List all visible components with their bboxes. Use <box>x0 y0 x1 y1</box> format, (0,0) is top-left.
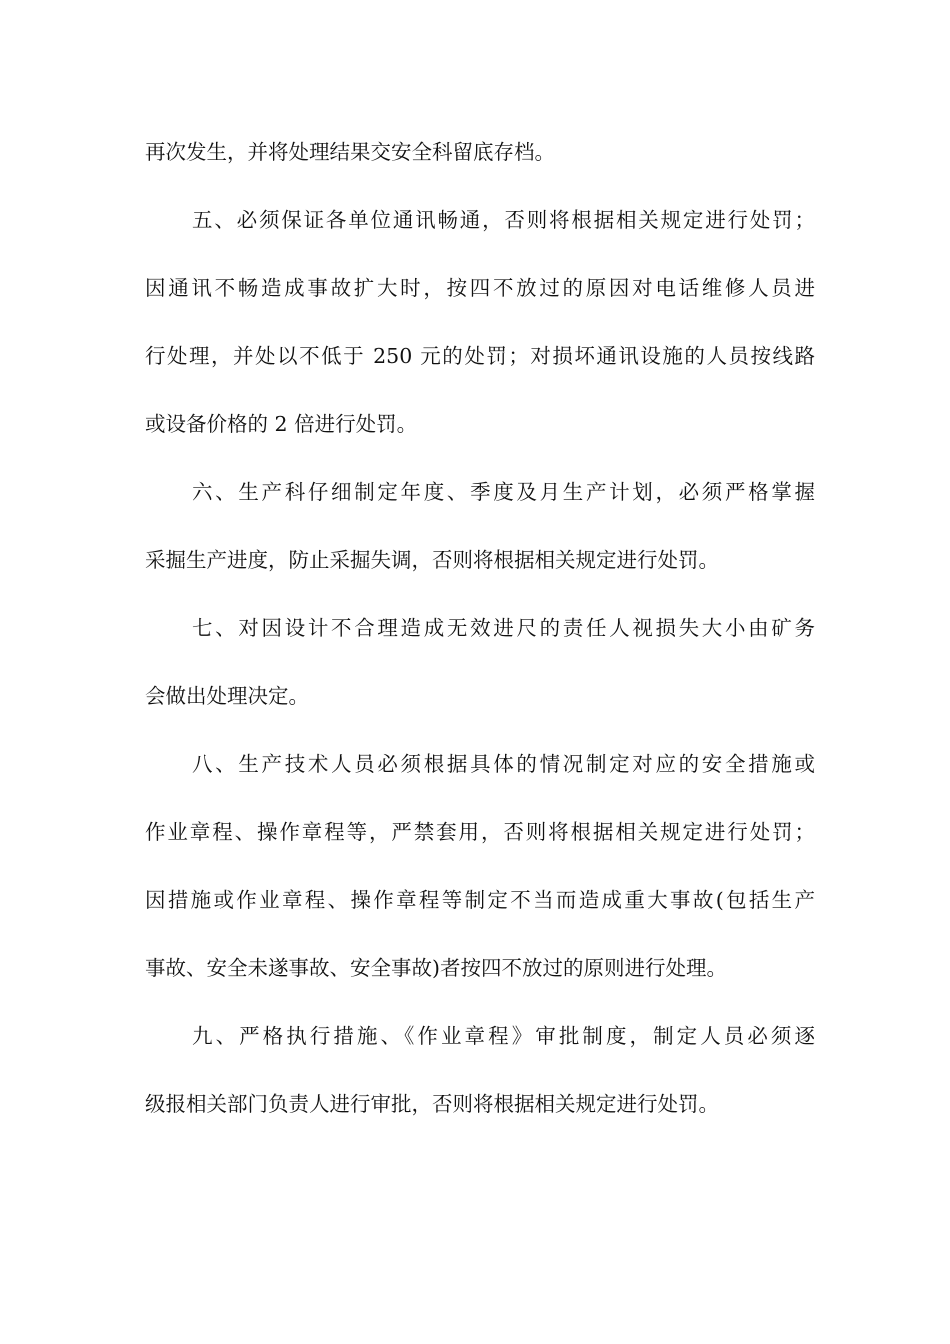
paragraph-9-line-1: 九、严格执行措施、《作业章程》审批制度，制定人员必须逐 <box>192 1024 815 1048</box>
paragraph-8-line-1: 八、生产技术人员必须根据具体的情况制定对应的安全措施或 <box>192 752 815 776</box>
paragraph-5-line-3: 行处理，并处以不低于 250 元的处罚；对损坏通讯设施的人员按线路 <box>145 344 815 368</box>
paragraph-5-line-2: 因通讯不畅造成事故扩大时，按四不放过的原因对电话维修人员进 <box>145 276 815 300</box>
paragraph-6-line-2: 采掘生产进度，防止采掘失调，否则将根据相关规定进行处罚。 <box>145 548 719 572</box>
paragraph-8-line-3: 因措施或作业章程、操作章程等制定不当而造成重大事故(包括生产 <box>145 888 815 912</box>
text-line-1: 再次发生，并将处理结果交安全科留底存档。 <box>145 140 555 164</box>
paragraph-7-line-2: 会做出处理决定。 <box>145 684 309 708</box>
paragraph-5-line-1: 五、必须保证各单位通讯畅通，否则将根据相关规定进行处罚； <box>192 208 815 232</box>
paragraph-7-line-1: 七、对因设计不合理造成无效进尺的责任人视损失大小由矿务 <box>192 616 815 640</box>
paragraph-9-line-2: 级报相关部门负责人进行审批，否则将根据相关规定进行处罚。 <box>145 1092 719 1116</box>
paragraph-8-line-4: 事故、安全未遂事故、安全事故)者按四不放过的原则进行处理。 <box>145 956 727 980</box>
paragraph-6-line-1: 六、生产科仔细制定年度、季度及月生产计划，必须严格掌握 <box>192 480 815 504</box>
paragraph-8-line-2: 作业章程、操作章程等，严禁套用，否则将根据相关规定进行处罚； <box>145 820 815 844</box>
paragraph-5-line-4: 或设备价格的 2 倍进行处罚。 <box>145 412 418 436</box>
